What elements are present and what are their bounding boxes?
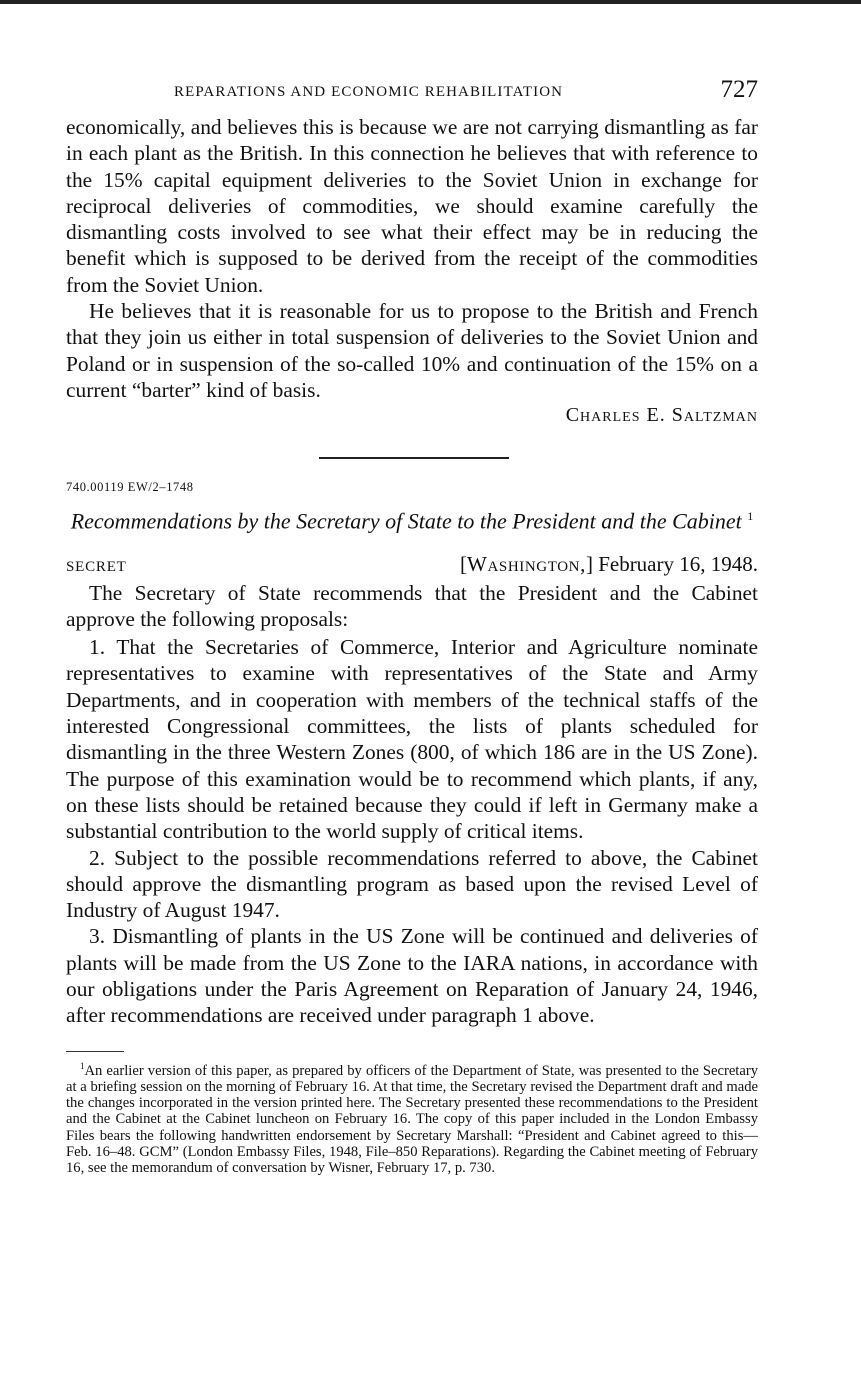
place-open-bracket: [ xyxy=(460,551,468,576)
top-page-rule xyxy=(0,0,861,4)
footnote-text: An earlier version of this paper, as prepared by officers of the Department of State, was presented to the Secretary at a briefing session on the morning of February 16. At that time, the Secretary revised the Department draft and made the changes incorporated in the version printed here. The Secretary presented these recommendations to the President and the Cabinet at the Cabinet luncheon on February 16. The copy of this paper included in the London Embassy Files bears the following handwritten endorsement by Secretary Marshall: “President and Cabinet agreed to this—Feb. 16–48. GCM” (London Embassy Files, 1948, File–850 Reparations). Regarding the Cabinet meeting of February 16, see the memorandum of conversation by Wisner, February 17, p. 730. xyxy=(66,1062,758,1177)
date: February 16, 1948. xyxy=(598,551,758,576)
proposal-item: 2. Subject to the possible recommendations referred to above, the Cabinet should approve the dismantling program as based upon the revised Level of Industry of August 1947. xyxy=(66,845,758,923)
footnote-marker: 1 xyxy=(80,1060,85,1071)
classification: SECRET xyxy=(66,558,127,575)
footnote xyxy=(66,1058,758,1177)
document-title xyxy=(66,503,758,534)
page xyxy=(66,74,758,1177)
running-title: REPARATIONS AND ECONOMIC REHABILITATION xyxy=(174,84,564,100)
dateline xyxy=(66,552,758,580)
document-title-text: Recommendations by the Secretary of State to the President and the Cabinet xyxy=(70,508,742,534)
continued-paragraph: economically, and believes this is because we are not carrying dismantling as far in each plant as the British. In this connection he believes that with reference to the 15% capital equipment deliveries to the Soviet Union in exchange for reciprocal deliveries of commodities, we should examine carefully the dismantling costs involved to see what their effect may be in reducing the benefit which is supposed to be derived from the receipt of the commodities from the Soviet Union. xyxy=(66,115,758,297)
memo-paragraph: He believes that it is reasonable for us to propose to the British and French that they join us either in total suspension of deliveries to the Soviet Union and Poland or in suspension of the so-called 10% and continuation of the 15% on a current “barter” kind of basis. xyxy=(66,299,758,402)
file-number: 740.00119 EW/2–1748 xyxy=(66,480,194,495)
section-separator xyxy=(319,457,509,459)
place-close-bracket: ] xyxy=(585,551,593,576)
proposals-list xyxy=(66,634,758,1028)
running-head xyxy=(66,74,758,114)
place: Washington, xyxy=(467,551,586,576)
proposal-item: 3. Dismantling of plants in the US Zone will be continued and deliveries of plants will be made from the US Zone to the IARA nations, in accordance with our obligations under the Paris Agreement on Reparation of January 24, 1946, after recommendations are received under paragraph 1 above. xyxy=(66,924,758,1028)
title-footnote-marker: 1 xyxy=(747,509,754,524)
footnote-rule xyxy=(66,1051,124,1052)
signature: Charles E. Saltzman xyxy=(565,404,758,427)
page-number: 727 xyxy=(720,76,758,103)
intro-paragraph: The Secretary of State recommends that the President and the Cabinet approve the following proposals: xyxy=(66,580,758,631)
proposal-item: 1. That the Secretaries of Commerce, Interior and Agriculture nominate representatives to examine with representatives of the State and Army Departments, and in cooperation with members of the technical staffs of the interested Congressional committees, the lists of plants scheduled for dismantling in the three Western Zones (800, of which 186 are in the US Zone). The purpose of this examination would be to recommend which plants, if any, on these lists should be retained because they could if left in Germany make a substantial contribution to the world supply of critical items. xyxy=(66,635,758,844)
place-date xyxy=(460,552,758,577)
